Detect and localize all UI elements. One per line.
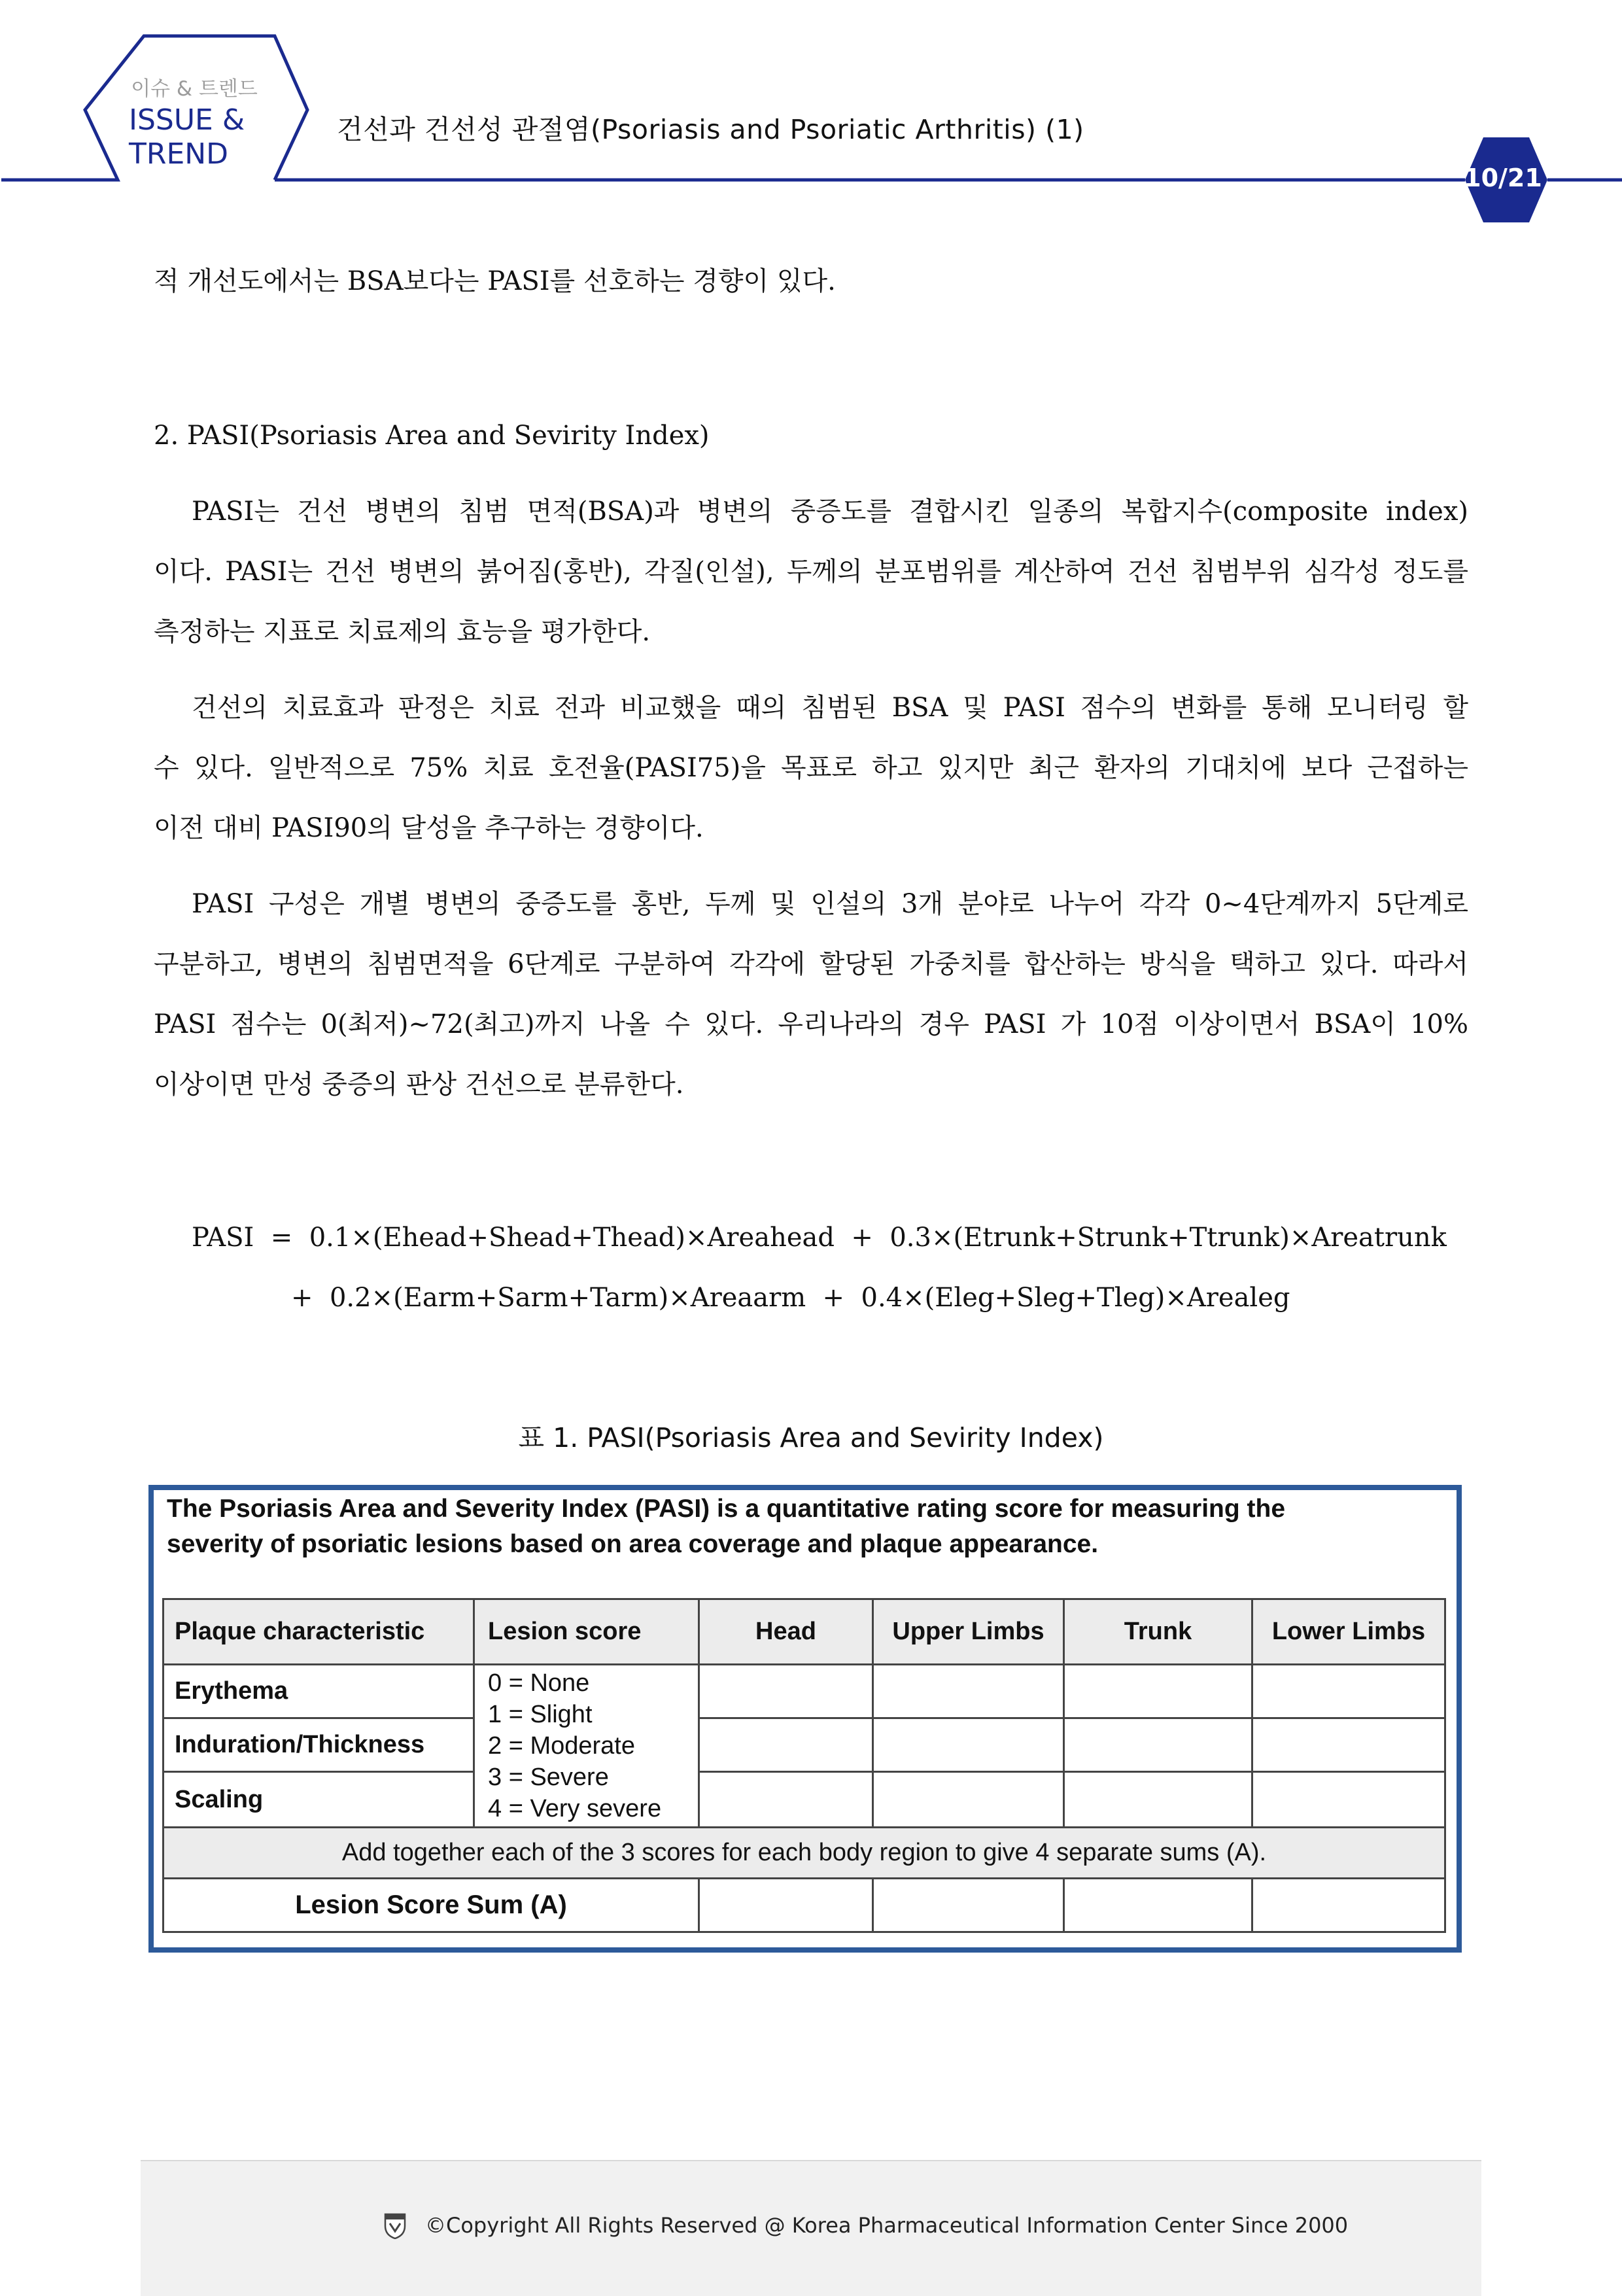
table-header-row: [164, 1599, 1445, 1665]
score-3: 3 = Severe: [488, 1764, 609, 1791]
cell-erythema-head[interactable]: [699, 1665, 873, 1718]
cell-sum-head[interactable]: [699, 1879, 873, 1932]
row-scaling: Scaling: [164, 1772, 474, 1828]
header-trunk: Trunk: [1064, 1599, 1252, 1665]
copyright-text: ©Copyright All Rights Reserved @ Korea Pharmaceutical Information Center Since 2000: [425, 2213, 1349, 2238]
section-heading: 2. PASI(Psoriasis Area and Sevirity Index): [154, 421, 710, 451]
para3-line-3: PASI 점수는 0(최저)~72(최고)까지 나올 수 있다. 우리나라의 경우 PASI 가 10점 이상이면서 BSA이 10%: [154, 1009, 1468, 1039]
page-number: 10/21: [1464, 164, 1542, 192]
para2-line-2: 수 있다. 일반적으로 75% 치료 호전율(PASI75)을 목표로 하고 있지만 최근 환자의 기대치에 보다 근접하는: [154, 753, 1468, 783]
badge-line-1: ISSUE &: [129, 103, 245, 137]
para3-line-1: PASI 구성은 개별 병변의 중증도를 홍반, 두께 및 인설의 3개 분야로 나누어 각각 0~4단계까지 5단계로: [192, 889, 1468, 919]
sum-note: Add together each of the 3 scores for each body region to give 4 separate sums (A).: [164, 1828, 1445, 1879]
cell-erythema-trunk[interactable]: [1064, 1665, 1252, 1718]
formula-line-2: + 0.2×(Earm+Sarm+Tarm)×Areaarm + 0.4×(Eleg+Sleg+Tleg)×Arealeg: [291, 1283, 1290, 1313]
badge-line-2: TREND: [129, 137, 229, 171]
badge-subtitle: 이슈 & 트렌드: [131, 77, 258, 101]
header-lower-limbs: Lower Limbs: [1252, 1599, 1445, 1665]
score-0: 0 = None: [488, 1669, 590, 1697]
header-plaque: Plaque characteristic: [164, 1599, 474, 1665]
badge-title: [129, 103, 245, 171]
cell-sum-lower[interactable]: [1252, 1879, 1445, 1932]
table-row: [164, 1772, 1445, 1828]
header-upper-limbs: Upper Limbs: [873, 1599, 1064, 1665]
score-4: 4 = Very severe: [488, 1795, 662, 1822]
row-erythema: Erythema: [164, 1665, 474, 1718]
sum-label: Lesion Score Sum (A): [164, 1879, 699, 1932]
document-title: 건선과 건선성 관절염(Psoriasis and Psoriatic Arthritis) (1): [337, 114, 1084, 145]
para2-line-3: 이전 대비 PASI90의 달성을 추구하는 경향이다.: [154, 813, 704, 843]
cell-scaling-upper[interactable]: [873, 1772, 1064, 1828]
cell-scaling-head[interactable]: [699, 1772, 873, 1828]
row-induration: Induration/Thickness: [164, 1718, 474, 1772]
score-2: 2 = Moderate: [488, 1732, 635, 1760]
pasi-table: [162, 1598, 1446, 1933]
para1-line-1: PASI는 건선 병변의 침범 면적(BSA)과 병변의 중증도를 결합시킨 일종의 복합지수(composite index): [192, 496, 1468, 527]
header-lesion-score: Lesion score: [474, 1599, 699, 1665]
table-note-row: [164, 1828, 1445, 1879]
table-intro-line-2: severity of psoriatic lesions based on area coverage and plaque appearance.: [167, 1530, 1099, 1558]
header-head: Head: [699, 1599, 873, 1665]
intro-line: 적 개선도에서는 BSA보다는 PASI를 선호하는 경향이 있다.: [154, 266, 836, 296]
para1-line-2: 이다. PASI는 건선 병변의 붉어짐(홍반), 각질(인설), 두께의 분포범위를 계산하여 건선 침범부위 심각성 정도를: [154, 557, 1468, 587]
cell-sum-trunk[interactable]: [1064, 1879, 1252, 1932]
formula-line-1: PASI = 0.1×(Ehead+Shead+Thead)×Areahead + 0.3×(Etrunk+Strunk+Ttrunk)×Areatrunk: [192, 1223, 1447, 1253]
table-sum-row: [164, 1879, 1445, 1932]
cell-erythema-upper[interactable]: [873, 1665, 1064, 1718]
kpic-logo-icon: [383, 2212, 407, 2239]
para1-line-3: 측정하는 지표로 치료제의 효능을 평가한다.: [154, 617, 651, 647]
table-intro-line-1: The Psoriasis Area and Severity Index (PASI) is a quantitative rating score for measuring the: [167, 1495, 1286, 1523]
cell-induration-upper[interactable]: [873, 1718, 1064, 1772]
cell-sum-upper[interactable]: [873, 1879, 1064, 1932]
table-row: [164, 1665, 1445, 1718]
cell-induration-trunk[interactable]: [1064, 1718, 1252, 1772]
score-1: 1 = Slight: [488, 1701, 593, 1728]
para3-line-4: 이상이면 만성 중증의 판상 건선으로 분류한다.: [154, 1070, 684, 1100]
table-row: [164, 1718, 1445, 1772]
cell-erythema-lower[interactable]: [1252, 1665, 1445, 1718]
cell-scaling-trunk[interactable]: [1064, 1772, 1252, 1828]
para2-line-1: 건선의 치료효과 판정은 치료 전과 비교했을 때의 침범된 BSA 및 PASI 점수의 변화를 통해 모니터링 할: [192, 693, 1468, 723]
table-intro: [167, 1491, 1442, 1562]
cell-induration-lower[interactable]: [1252, 1718, 1445, 1772]
cell-induration-head[interactable]: [699, 1718, 873, 1772]
para3-line-2: 구분하고, 병변의 침범면적을 6단계로 구분하여 각각에 할당된 가중치를 합산하는 방식을 택하고 있다. 따라서: [154, 949, 1468, 979]
lesion-score-scale: [474, 1665, 699, 1828]
cell-scaling-lower[interactable]: [1252, 1772, 1445, 1828]
table-caption: 표 1. PASI(Psoriasis Area and Sevirity Index): [518, 1422, 1104, 1453]
